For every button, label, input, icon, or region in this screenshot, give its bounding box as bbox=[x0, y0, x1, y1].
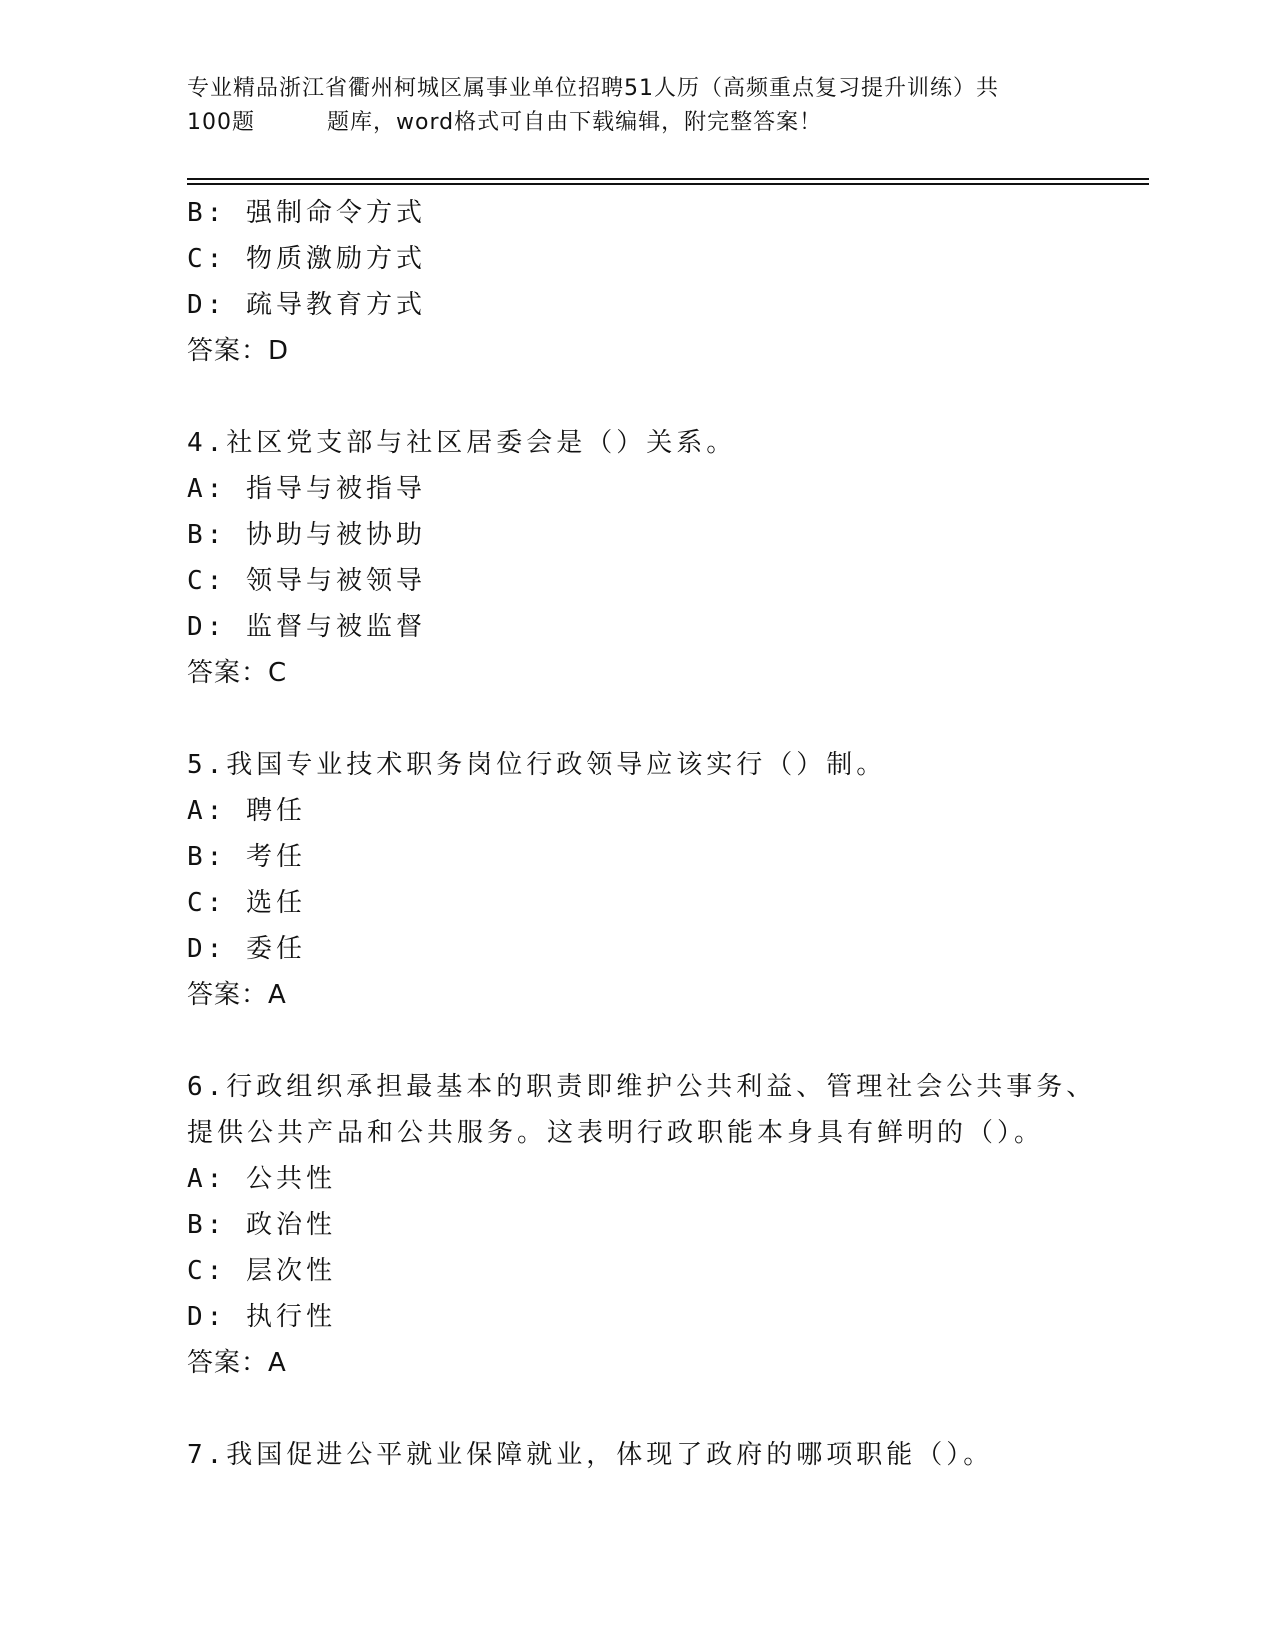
question-7 bbox=[187, 1432, 1149, 1478]
header-description: 题库，word格式可自由下载编辑，附完整答案！ bbox=[327, 110, 823, 135]
header-line-2 bbox=[187, 106, 1087, 140]
option-b: B: 政治性 bbox=[187, 1210, 336, 1240]
option-d: D: 执行性 bbox=[187, 1302, 336, 1332]
question-stem: 4.社区党支部与社区居委会是（）关系。 bbox=[187, 428, 737, 458]
header-divider-top bbox=[187, 178, 1149, 180]
question-stem: 5.我国专业技术职务岗位行政领导应该实行（）制。 bbox=[187, 750, 887, 780]
header-divider-bottom bbox=[187, 183, 1149, 185]
option-d: D: 委任 bbox=[187, 934, 306, 964]
option-d: D: 监督与被监督 bbox=[187, 612, 426, 642]
option-d: D: 疏导教育方式 bbox=[187, 290, 426, 320]
question-4 bbox=[187, 420, 1149, 696]
option-c: C: 层次性 bbox=[187, 1256, 336, 1286]
answer: 答案：C bbox=[187, 658, 288, 688]
document-header bbox=[187, 72, 1087, 140]
question-stem-line-2: 提供公共产品和公共服务。这表明行政职能本身具有鲜明的（）。 bbox=[187, 1118, 1045, 1148]
question-list bbox=[187, 190, 1149, 1478]
option-b: B: 强制命令方式 bbox=[187, 198, 426, 228]
question-stem: 7.我国促进公平就业保障就业，体现了政府的哪项职能（）。 bbox=[187, 1440, 994, 1470]
question-3 bbox=[187, 190, 1149, 374]
question-6 bbox=[187, 1064, 1149, 1386]
answer: 答案：A bbox=[187, 980, 287, 1010]
option-b: B: 协助与被协助 bbox=[187, 520, 426, 550]
option-a: A: 聘任 bbox=[187, 796, 306, 826]
question-5 bbox=[187, 742, 1149, 1018]
option-c: C: 物质激励方式 bbox=[187, 244, 426, 274]
answer: 答案：A bbox=[187, 1348, 287, 1378]
option-c: C: 选任 bbox=[187, 888, 306, 918]
question-stem-line-1: 6.行政组织承担最基本的职责即维护公共利益、管理社会公共事务、 bbox=[187, 1072, 1097, 1102]
option-a: A: 指导与被指导 bbox=[187, 474, 426, 504]
header-line-1: 专业精品浙江省衢州柯城区属事业单位招聘51人历（高频重点复习提升训练）共 bbox=[187, 76, 999, 101]
option-b: B: 考任 bbox=[187, 842, 306, 872]
answer: 答案：D bbox=[187, 336, 290, 366]
header-question-count: 100题 bbox=[187, 110, 255, 135]
option-c: C: 领导与被领导 bbox=[187, 566, 426, 596]
option-a: A: 公共性 bbox=[187, 1164, 336, 1194]
